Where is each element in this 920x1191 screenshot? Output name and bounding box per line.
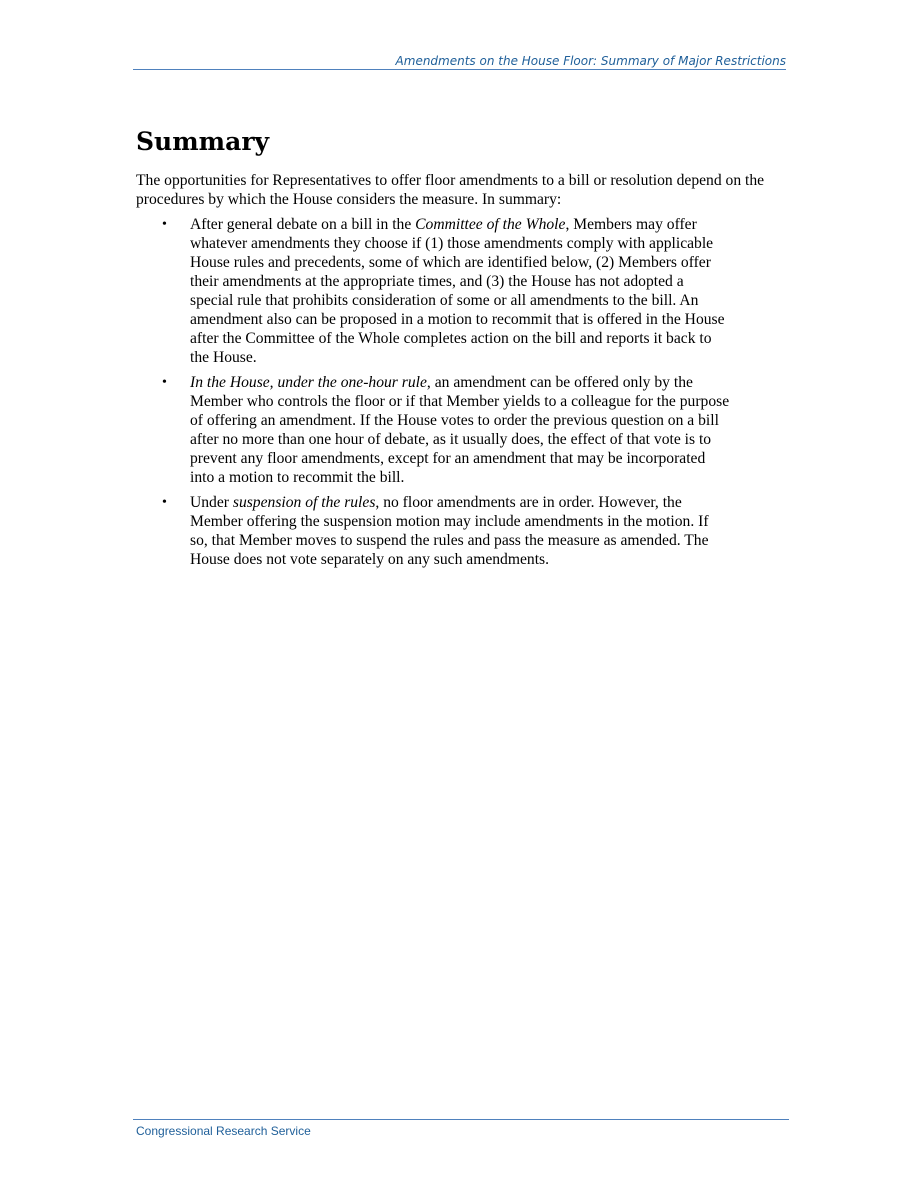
bullet-lead-text: After general debate on a bill in the [190,216,416,233]
running-footer [133,1119,789,1138]
bullet-emphasis-text: Committee of the Whole [415,216,566,233]
bullet-marker: • [162,217,167,232]
bullet-emphasis-text: In the House, under the one-hour rule [190,374,427,391]
footer-publisher: Congressional Research Service [136,1124,311,1138]
bullet-lead-text: Under [190,494,233,511]
bullet-item-suspension-of-rules [162,493,730,569]
bullet-body-text: , an amendment can be offered only by the Member who controls the floor or if that Member yields to a colleague for the purpose of offering an amendment. If the House votes to order the previous question on a bill after no more than one hour of debate, as it usually does, the effect of that vote is to prevent any floor amendments, except for an amendment that may be incorporated into a motion to recommit the bill. [190,374,730,486]
running-header [133,55,786,70]
running-header-title: Amendments on the House Floor: Summary of Major Restrictions [395,54,786,68]
bullet-item-committee-of-the-whole [162,215,730,367]
bullet-body-text: , Members may offer whatever amendments they choose if (1) those amendments comply with applicable House rules and precedents, some of which are identified below, (2) Members offer their amendments at the appropriate times, and (3) the House has not adopted a special rule that prohibits consideration of some or all amendments to the bill. An amendment also can be proposed in a motion to recommit that is offered in the House after the Committee of the Whole completes action on the bill and reports it back to the House. [190,216,725,366]
bullet-marker: • [162,495,167,510]
bullet-item-one-hour-rule [162,373,730,487]
bullet-list [136,215,786,569]
summary-section [136,124,786,575]
bullet-body-text: , no floor amendments are in order. However, the Member offering the suspension motion may include amendments in the motion. If so, that Member moves to suspend the rules and pass the measure as amended. The House does not vote separately on any such amendments. [190,494,709,568]
bullet-emphasis-text: suspension of the rules [232,494,376,511]
bullet-marker: • [162,375,167,390]
intro-paragraph: The opportunities for Representatives to offer floor amendments to a bill or resolution depend on the procedures by which the House considers the measure. In summary: [136,172,765,208]
section-heading: Summary [136,127,270,156]
